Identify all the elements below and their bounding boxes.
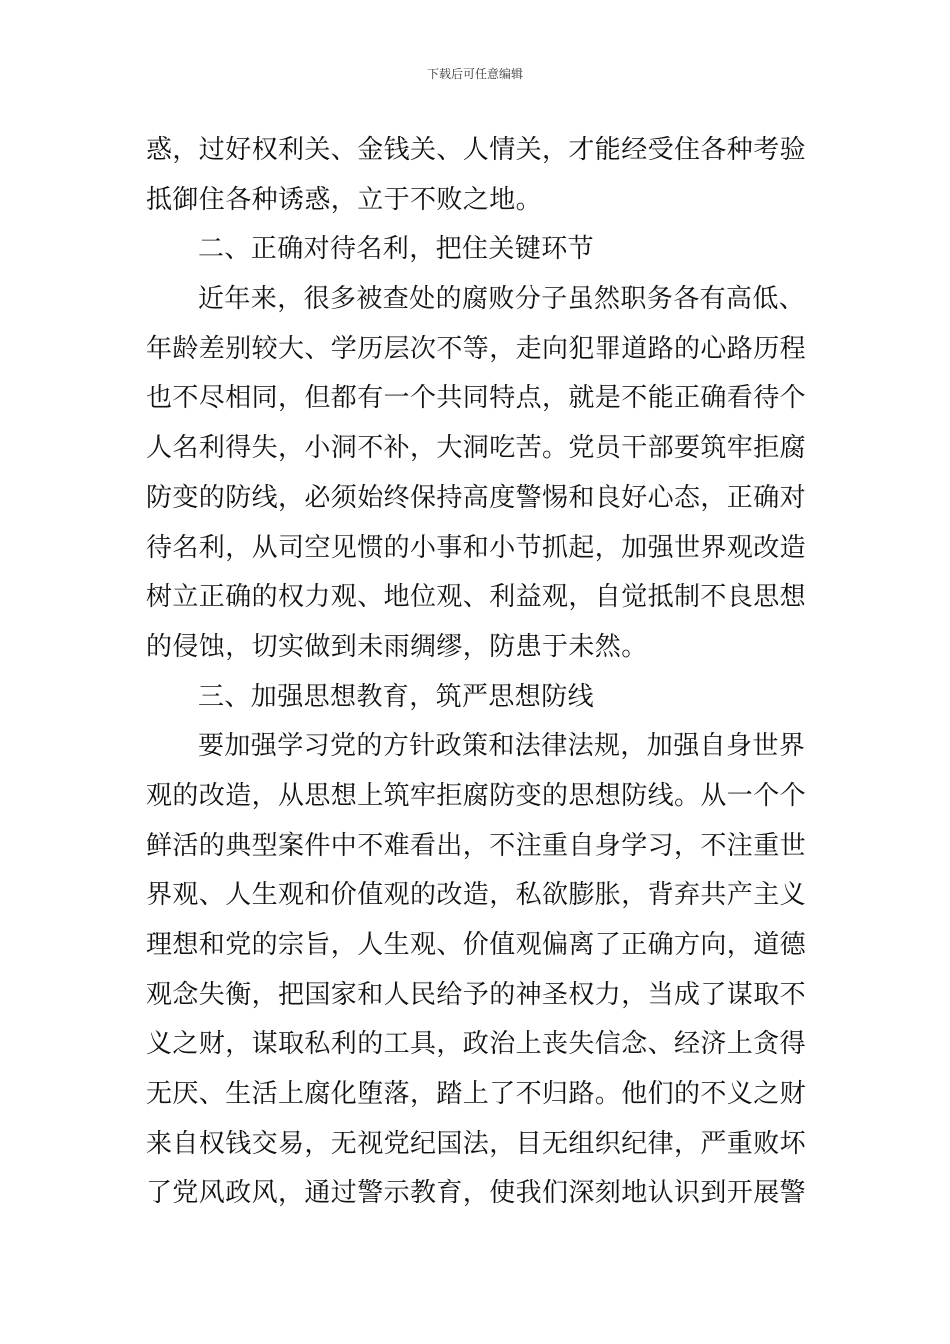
text-line: 鲜活的典型案件中不难看出，不注重自身学习，不注重世 (146, 830, 807, 861)
text-line: 理想和党的宗旨，人生观、价值观偏离了正确方向，道德 (146, 930, 807, 960)
text-line: 树立正确的权力观、地位观、利益观，自觉抵制不良思想 (146, 582, 807, 613)
text-line: 来自权钱交易，无视党纪国法，目无组织纪律，严重败坏 (146, 1128, 807, 1159)
text-line: 义之财，谋取私利的工具，政治上丧失信念、经济上贪得 (146, 1029, 807, 1060)
text-line: 界观、人生观和价值观的改造，私欲膨胀，背弃共产主义 (146, 880, 807, 911)
section-heading: 二、正确对待名利，把住关键环节 (198, 234, 595, 265)
text-line: 近年来，很多被查处的腐败分子虽然职务各有高低、 (198, 284, 806, 315)
text-line: 惑，过好权利关、金钱关、人情关，才能经受住各种考验 (146, 135, 807, 165)
text-line: 人名利得失，小洞不补，大洞吃苦。党员干部要筑牢拒腐 (146, 433, 807, 464)
text-line: 也不尽相同，但都有一个共同特点，就是不能正确看待个 (146, 383, 807, 414)
text-line: 要加强学习党的方针政策和法律法规，加强自身世界 (198, 731, 806, 762)
text-line: 了党风政风，通过警示教育，使我们深刻地认识到开展警 (146, 1178, 807, 1209)
text-line: 年龄差别较大、学历层次不等，走向犯罪道路的心路历程 (146, 333, 807, 364)
document-body (146, 126, 810, 1219)
text-line: 无厌、生活上腐化堕落，踏上了不归路。他们的不义之财 (146, 1079, 807, 1110)
section-heading: 三、加强思想教育，筑严思想防线 (198, 681, 595, 712)
text-line: 的侵蚀，切实做到未雨绸缪，防患于未然。 (146, 631, 648, 662)
text-line: 观的改造，从思想上筑牢拒腐防变的思想防线。从一个个 (146, 780, 807, 811)
text-line: 观念失衡，把国家和人民给予的神圣权力，当成了谋取不 (146, 979, 807, 1010)
page-header: 下载后可任意编辑 (426, 67, 523, 81)
text-line: 抵御住各种诱惑，立于不败之地。 (146, 184, 543, 215)
text-line: 待名利，从司空见惯的小事和小节抓起，加强世界观改造 (146, 532, 807, 563)
text-line: 防变的防线，必须始终保持高度警惕和良好心态，正确对 (146, 482, 807, 513)
